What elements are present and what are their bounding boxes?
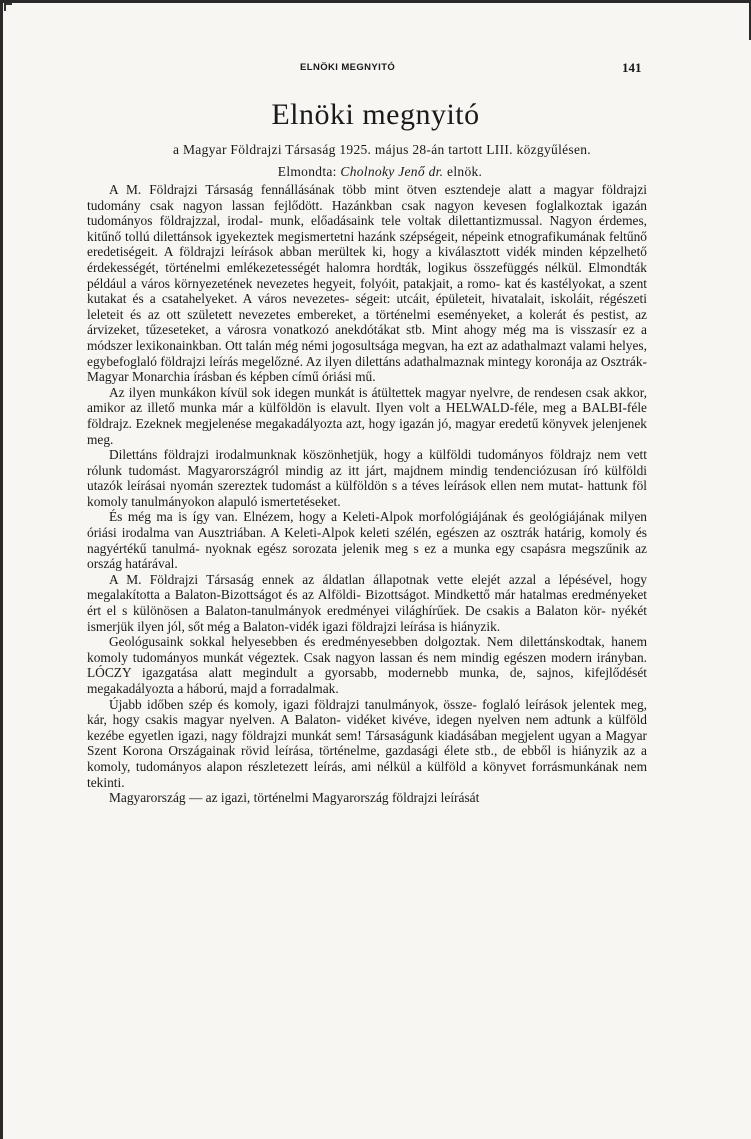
page-number: 141 bbox=[622, 60, 642, 75]
paragraph: Az ilyen munkákon kívül sok idegen munkát is átültettek magyar nyelvre, de rendesen csak akkor, amikor az illető munka már a külföldön is elavult. Ilyen volt a HELWALD-féle, meg a BALBI-féle földrajz. Ezeknek megjelenése megakadályozta azt, hogy igazán jó, magyar eredetű könyvek jelenjenek meg. bbox=[87, 384, 647, 447]
speaker-suffix: elnök. bbox=[443, 164, 483, 179]
running-head: ELNÖKI MEGNYITÓ bbox=[300, 62, 396, 73]
paragraph: A M. Földrajzi Társaság fennállásának több mint ötven esztendeje alatt a magyar földrajzi tudomány csak nagyon lassan fejlődött. Hazánkban csak nagyon kevesen foglalkoztak igazán tudományos földrajzzal, irodal- munk, előadásaink tele voltak dilettantizmussal. Nagyon érdemes, kitűnő tollú dilettánsok igyekeztek megismertetni hazánk szépségeit, népeink etnografikumának feltűnő eredetiségeit. A földrajzi leírások abban merültek ki, hogy a kiválasztott vidék minden képzelhető érdekességét, történelmi emlékezetességét halomra hordták, logikus összefüggés nélkül. Elmondták például a város környezetének nevezetes hegyeit, folyóit, patakjait, a romo- kat és kastélyokat, a szent kutakat és a csatahelyeket. A város nevezetes- ségeit: utcáit, épületeit, hivatalait, iskoláit, régészeti leleteit és az ott született nevezetes embereket, a történelmi eseményeket, a kolerát és pestist, az árvizeket, tűzeseteket, a városra vonatkozó anekdótákat stb. Mint ahogy még ma is visszasír ez a módszer lexikonainkban. Ott talán még némi jogosultsága megvan, ha ezt az adathalmazt valami helyes, egybefoglaló földrajzi leírás megelőzné. Az ilyen dilettáns adathalmaznak mintegy koronája az Osztrák-Magyar Monarchia írásban és képben című óriási mű. bbox=[87, 182, 647, 385]
subtitle: a Magyar Földrajzi Társaság 1925. május 28-án tartott LIII. közgyűlésen. bbox=[173, 142, 591, 157]
page-title: Elnöki megnyitó bbox=[271, 98, 480, 131]
speaker-line bbox=[230, 164, 530, 180]
paragraph: Geológusaink sokkal helyesebben és eredményesebben dolgoztak. Nem dilettánskodtak, hanem komoly tudományos munkát végeztek. Csak nagyon lassan és nem mindig egészen modern irányban. LÓCZY igazgatása alatt megindult a gyorsabb, modernebb munka, de, sajnos, kifejlődését megakadályozta a háború, majd a forradalmak. bbox=[87, 634, 647, 696]
body-text bbox=[87, 182, 647, 806]
speaker-prefix: Elmondta: bbox=[277, 164, 341, 179]
page-edge bbox=[0, 0, 3, 1139]
corner-mark bbox=[4, 3, 12, 11]
paragraph: Dilettáns földrajzi irodalmunknak köszönhetjük, hogy a külföldi tudományos földrajz nem vett rólunk tudomást. Magyarországról mindig az itt járt, majdnem mindig tendenciózusan író külföldi utazók leírásai nyomán szereztek tudomást a külföldön s a téves leírások ellen nem mutat- hattunk föl komoly tanulmányokon alapuló ismertetéseket. bbox=[87, 447, 647, 509]
paragraph: A M. Földrajzi Társaság ennek az áldatlan állapotnak vette elejét azzal a lépésével, hogy megalakította a Balaton-Bizottságot és az Alföldi- Bizottságot. Mindkettő már hatalmas eredményeket ért el s különösen a Balaton-tanulmányok eredményei világhírűek. De csakis a Balaton kör- nyékét ismerjük ilyen jól, sőt még a Balaton-vidék igazi földrajzi leírása is hiányzik. bbox=[87, 571, 647, 634]
paragraph: Magyarország — az igazi, történelmi Magyarország földrajzi leírását bbox=[109, 790, 480, 806]
paragraph: És még ma is így van. Elnézem, hogy a Keleti-Alpok morfológiájának és geológiájának milyen óriási irodalma van Ausztriában. A Keleti-Alpok keleti szélén, egészen az osztrák határig, komoly és nagyértékű tanulmá- nyoknak egész sorozata jelenik meg s ez a munka egy csapásra megszűnik az ország határával. bbox=[87, 509, 647, 572]
paragraph: Újabb időben szép és komoly, igazi földrajzi tanulmányok, össze- foglaló leírások jelentek meg, kár, hogy csakis magyar nyelven. A Balaton- vidéket kivéve, idegen nyelven nem adtunk a külföld kezébe egyetlen igazi, nagy földrajzi munkát sem! Társaságunk kiadásában megjelent ugyan a Magyar Szent Korona Országainak rövid leírása, történelme, gazdasági élete stb., de ebből is hiányzik az a komoly, tudományos alapon részletezett leírás, ami nélkül a külföld a könyvet forrásmunkának nem tekinti. bbox=[87, 696, 647, 790]
page-edge bbox=[0, 0, 751, 3]
speaker-name: Cholnoky Jenő dr. bbox=[340, 164, 444, 179]
